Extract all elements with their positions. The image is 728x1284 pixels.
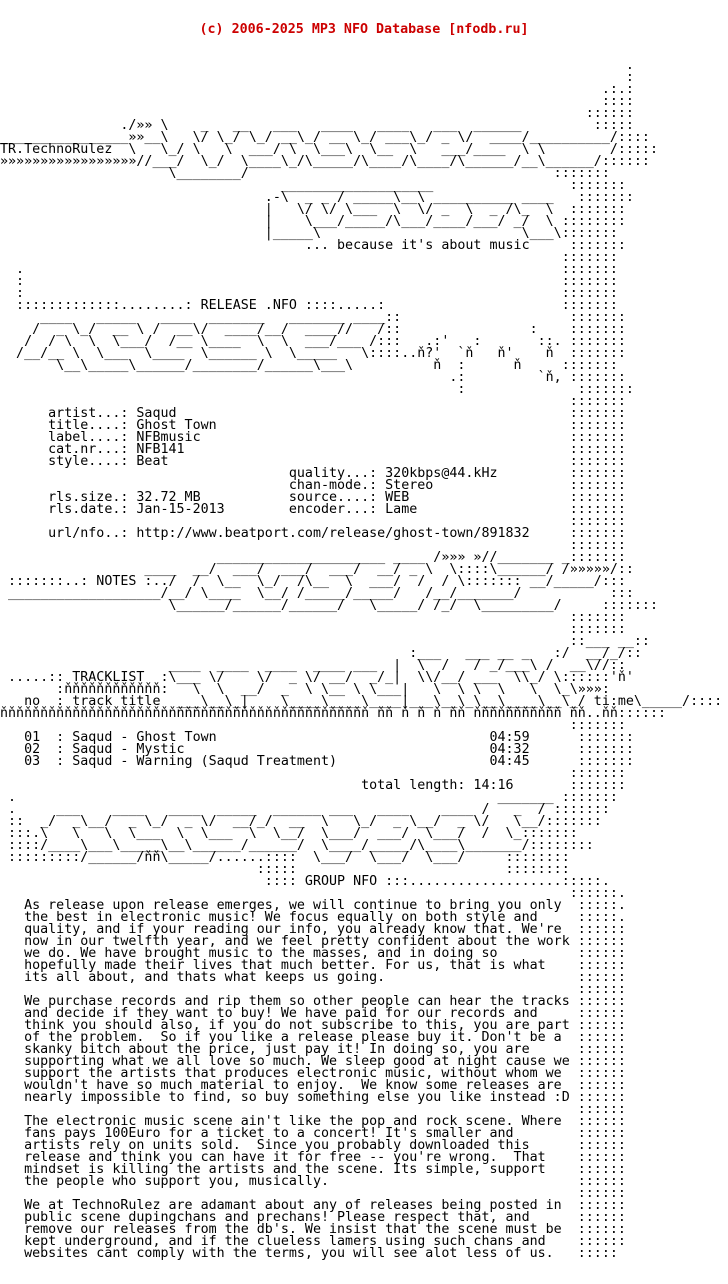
- nfo-line: :::::::: [0, 250, 618, 265]
- nfo-line: .-\ _ _ / _____\__\ __________ ____ :::::::: [0, 190, 634, 205]
- nfo-line: /__/__ \ \___ \____ \______ \ \_____ \::::..ň?' `ň ň' ň :::::::: [0, 346, 626, 361]
- nfo-line: |_____\ \___\:::::::: [0, 226, 618, 241]
- nfo-line: fans pays 100Euro for a ticket to a concert! It's smaller and ::::::: [0, 1126, 626, 1141]
- nfo-line: ::___ __::: [0, 634, 650, 649]
- nfo-line: ___________________ :::::::: [0, 178, 626, 193]
- nfo-line: ... because it's about music :::::::: [0, 238, 626, 253]
- nfo-line: ::::::: [0, 106, 634, 121]
- nfo-line: :::.\ \ \ \___ \ \___ \ \__/ \___/ ___/ \___/ / \_:::::::: [0, 826, 578, 841]
- nfo-line: :::::::..: NOTES :../ / \__ \_/ /\__ \ ___/ / / \::::::: __/_____/:::: [0, 574, 626, 589]
- nfo-line: quality...: 320kbps@44.kHz :::::::: [0, 466, 626, 481]
- nfo-line: ::::::: [0, 1186, 626, 1201]
- nfo-line: kept underground, and if the clueless lamers using such chans and ::::::: [0, 1234, 626, 1249]
- nfo-line: | \___/_____/\___/____/___/ _/ \ ::::::::: [0, 214, 626, 229]
- nfo-line: The electronic music scene ain't like the pop and rock scene. Where ::::::: [0, 1114, 626, 1129]
- nfo-line: :::::::: [0, 718, 626, 733]
- nfo-line: :::::::::::::........: RELEASE .NFO ::::.....: :::::::: [0, 298, 618, 313]
- nfo-line: total length: 14:16 :::::::: [0, 778, 626, 793]
- nfo-line: public scene dupingchans and prechans! Please respect that, and ::::::: [0, 1210, 626, 1225]
- nfo-line: : :::::::: [0, 382, 634, 397]
- nfo-line: no : track title ___\__\_| \____\____\____|___\__\_\__\____\__\_/ ti:me\_____/::::: [0, 694, 723, 709]
- nfo-line: . :::::::: [0, 262, 618, 277]
- nfo-line: :::::::::/______/ňň\_____/......:::: \___/ \___/ \___/ ::::::::: [0, 850, 570, 865]
- nfo-line: think you should also, if you do not subscribe to this, you are part ::::::: [0, 1018, 626, 1033]
- nfo-line: skanky bitch about the price, just pay it! In doing so, you are ::::::: [0, 1042, 626, 1057]
- nfo-line: :: [0, 70, 634, 85]
- nfo-line: :::::::: [0, 766, 626, 781]
- nfo-line: ____ _____ ____ _______ _______ ____:: :::::::: [0, 310, 626, 325]
- nfo-line: We at TechnoRulez are adamant about any of releases being posted in ::::::: [0, 1198, 626, 1213]
- nfo-line: ____ ____ ____ ____ ___ | \ / / _/___\ / __\//::: [0, 658, 626, 673]
- nfo-line: :: _/ _\__/ _ \_/ _ \/ __/_/ __ \ \_/ _ \__/ _ \/ \__/:::::::: [0, 814, 602, 829]
- nfo-line: mindset is killing the artists and the scene. Its simple, support ::::::: [0, 1162, 626, 1177]
- nfo-line: we do. We have brought music to the masses, and in doing so ::::::: [0, 946, 626, 961]
- nfo-line: its all about, and thats what keeps us going. ::::::: [0, 970, 626, 985]
- nfo-line: »»»»»»»»»»»»»»»»»//___/ \_/ \____\_/\_____/\____/\____/\______/__\______/::::::: [0, 154, 650, 169]
- nfo-line: artist...: Saqud :::::::: [0, 406, 626, 421]
- nfo-body: [0, 60, 728, 1260]
- nfo-line: :::::::: [0, 394, 626, 409]
- nfo-line: : :::::::: [0, 274, 618, 289]
- nfo-line: websites cant comply with the terms, you will see alot less of us. :::::: [0, 1246, 618, 1261]
- nfo-line: remove our releases from the db's. We insist that the scene must be ::::::: [0, 1222, 626, 1237]
- nfo-line: :::::::: [0, 610, 626, 625]
- nfo-line: \______/______/______/ \_____/ /_/ \_________/ :::::::: [0, 598, 658, 613]
- nfo-line: quality, and if your reading our info, you already know that. We're ::::::: [0, 922, 626, 937]
- nfo-line: \________/ :::::::: [0, 166, 610, 181]
- nfo-line: \__\_____\______/________/______\___\ ň : ň :::::::: [0, 358, 618, 373]
- nfo-line: / _ \_/ __ \ / __\/ ____/__/ ____// /:: : :::::::: [0, 322, 626, 337]
- nfo-line: | \/ \/ \___ \ \/ _ \ _ /\_ \ :::::::: [0, 202, 626, 217]
- nfo-line: :::::::: [0, 538, 626, 553]
- nfo-line: 02 : Saqud - Mystic 04:32 :::::::: [0, 742, 634, 757]
- nfo-line: 01 : Saqud - Ghost Town 04:59 :::::::: [0, 730, 634, 745]
- nfo-line: url/nfo..: http://www.beatport.com/release/ghost-town/891832 :::::::: [0, 526, 626, 541]
- nfo-line: ::::::.: [0, 886, 626, 901]
- nfo-line: ::::::: [0, 1102, 626, 1117]
- nfo-line: . ___ ____ ____ _____ ______ ___ ____ ____ / _ / :::::::: [0, 802, 610, 817]
- nfo-line: label....: NFBmusic :::::::: [0, 430, 626, 445]
- nfo-line: supporting what we all love so much. We sleep good at night cause we ::::::: [0, 1054, 626, 1069]
- nfo-line: We purchase records and rip them so other people can hear the tracks ::::::: [0, 994, 626, 1009]
- nfo-line: hopefully made their lives that much better. For us, that is what ::::::: [0, 958, 626, 973]
- nfo-line: ::::::: [0, 982, 626, 997]
- nfo-line: rls.size.: 32.72 MB source....: WEB :::::::: [0, 490, 626, 505]
- nfo-line: .: `ň, :::::::: [0, 370, 626, 385]
- nfo-line: cat.nr...: NFB141 :::::::: [0, 442, 626, 457]
- nfo-line: .....:: TRACKLIST :\___ \/ \/ _ \/ __/ _/_| \\/__/ ___ \\_/ \::::::'ň': [0, 670, 634, 685]
- nfo-line: _____________________ ____ /»»» »//_______ _:::::::: [0, 550, 626, 565]
- nfo-line: release and think you can have it for free -- you're wrong. That ::::::: [0, 1150, 626, 1165]
- nfo-line: : :::::::: [0, 286, 618, 301]
- nfo-line: now in our twelfth year, and we feel pretty confident about the work ::::::: [0, 934, 626, 949]
- nfo-line: ::::: [0, 94, 634, 109]
- nfo-line: TR.TechnoRulez \ \_/ \ \ ___/ \ \___\ \__ \ ___/____ \ \ /:::::: [0, 142, 658, 157]
- nfo-line: . _______ :::::::: [0, 790, 618, 805]
- nfo-line: nearly impossible to find, so buy something else you like instead :D ::::::: [0, 1090, 626, 1105]
- nfo-line: and decide if they want to buy! We have paid for our records and ::::::: [0, 1006, 626, 1021]
- nfo-line: .: [0, 58, 634, 73]
- nfo-line: :___ ___ __ _ :/ __/_/::: [0, 646, 642, 661]
- nfo-line: :::::::: [0, 622, 626, 637]
- nfo-line: ___________________/__/ \____ \__/ /_____/_____/ /__/_______/ :::: [0, 586, 634, 601]
- nfo-line: ./»» \ _ __ ___ ____ ____ ___ ______ :::::: [0, 118, 634, 133]
- nfo-line: :ňňňňňňňňňňňň: \ \ __/ _ \ \__ \ \___| \ \ \ \ \ \_\»»»:: [0, 682, 610, 697]
- nfo-line: artists rely on units sold. Since you probably downloaded this ::::::: [0, 1138, 626, 1153]
- nfo-line: ::::/____\___\_____\__\______/______/ \____/_____/\____\_______/::::::::: [0, 838, 594, 853]
- nfo-line: :::::::: [0, 514, 626, 529]
- nfo-line: ::::: ::::::::: [0, 862, 570, 877]
- nfo-line: style....: Beat :::::::: [0, 454, 626, 469]
- nfo-line: ňňňňňňňňňňňňňňňňňňňňňňňňňňňňňňňňňňňňňňňňňňňňňň ňň ň ň ň ňň ňňňňňňňňňňň ňň..ňň::::::: [0, 706, 667, 721]
- nfo-line: title....: Ghost Town :::::::: [0, 418, 626, 433]
- nfo-line: 03 : Saqud - Warning (Saqud Treatment) 04:45 :::::::: [0, 754, 634, 769]
- nfo-line: rls.date.: Jan-15-2013 encoder...: Lame :::::::: [0, 502, 626, 517]
- nfo-line: As release upon release emerges, we will continue to bring you only :::::.: [0, 898, 626, 913]
- nfo-line: / / \ \ \___/ /__ \____ \ \ ___/___ /::: .:' : ::. :::::::: [0, 334, 626, 349]
- nfo-line: chan-mode.: Stereo :::::::: [0, 478, 626, 493]
- nfo-line: ________________»»__\ \/ \_/ \_/ __\_/ __ \_/ ___\_/ _ \/ ____/__________/::::: [0, 130, 650, 145]
- copyright-banner[interactable]: (c) 2006-2025 MP3 NFO Database [nfodb.ru]: [199, 22, 529, 37]
- nfo-line: .:.:: [0, 82, 634, 97]
- nfo-line: the best in electronic music! We focus equally on both style and :::::.: [0, 910, 626, 925]
- nfo-line: :::: GROUP NFO :::...................:::::.: [0, 874, 610, 889]
- nfo-line: ____ __/ ___/ ___/ ___/ __/ _ \ \::::\______/ /»»»»»/::: [0, 562, 634, 577]
- nfo-line: support the artists that produces electronic music, without whom we ::::::: [0, 1066, 626, 1081]
- nfo-line: of the problem. So if you like a release please buy it. Don't be a ::::::: [0, 1030, 626, 1045]
- nfo-line: the people who support you, musically. ::::::: [0, 1174, 626, 1189]
- nfo-line: wouldn't have so much material to enjoy. We know some releases are ::::::: [0, 1078, 626, 1093]
